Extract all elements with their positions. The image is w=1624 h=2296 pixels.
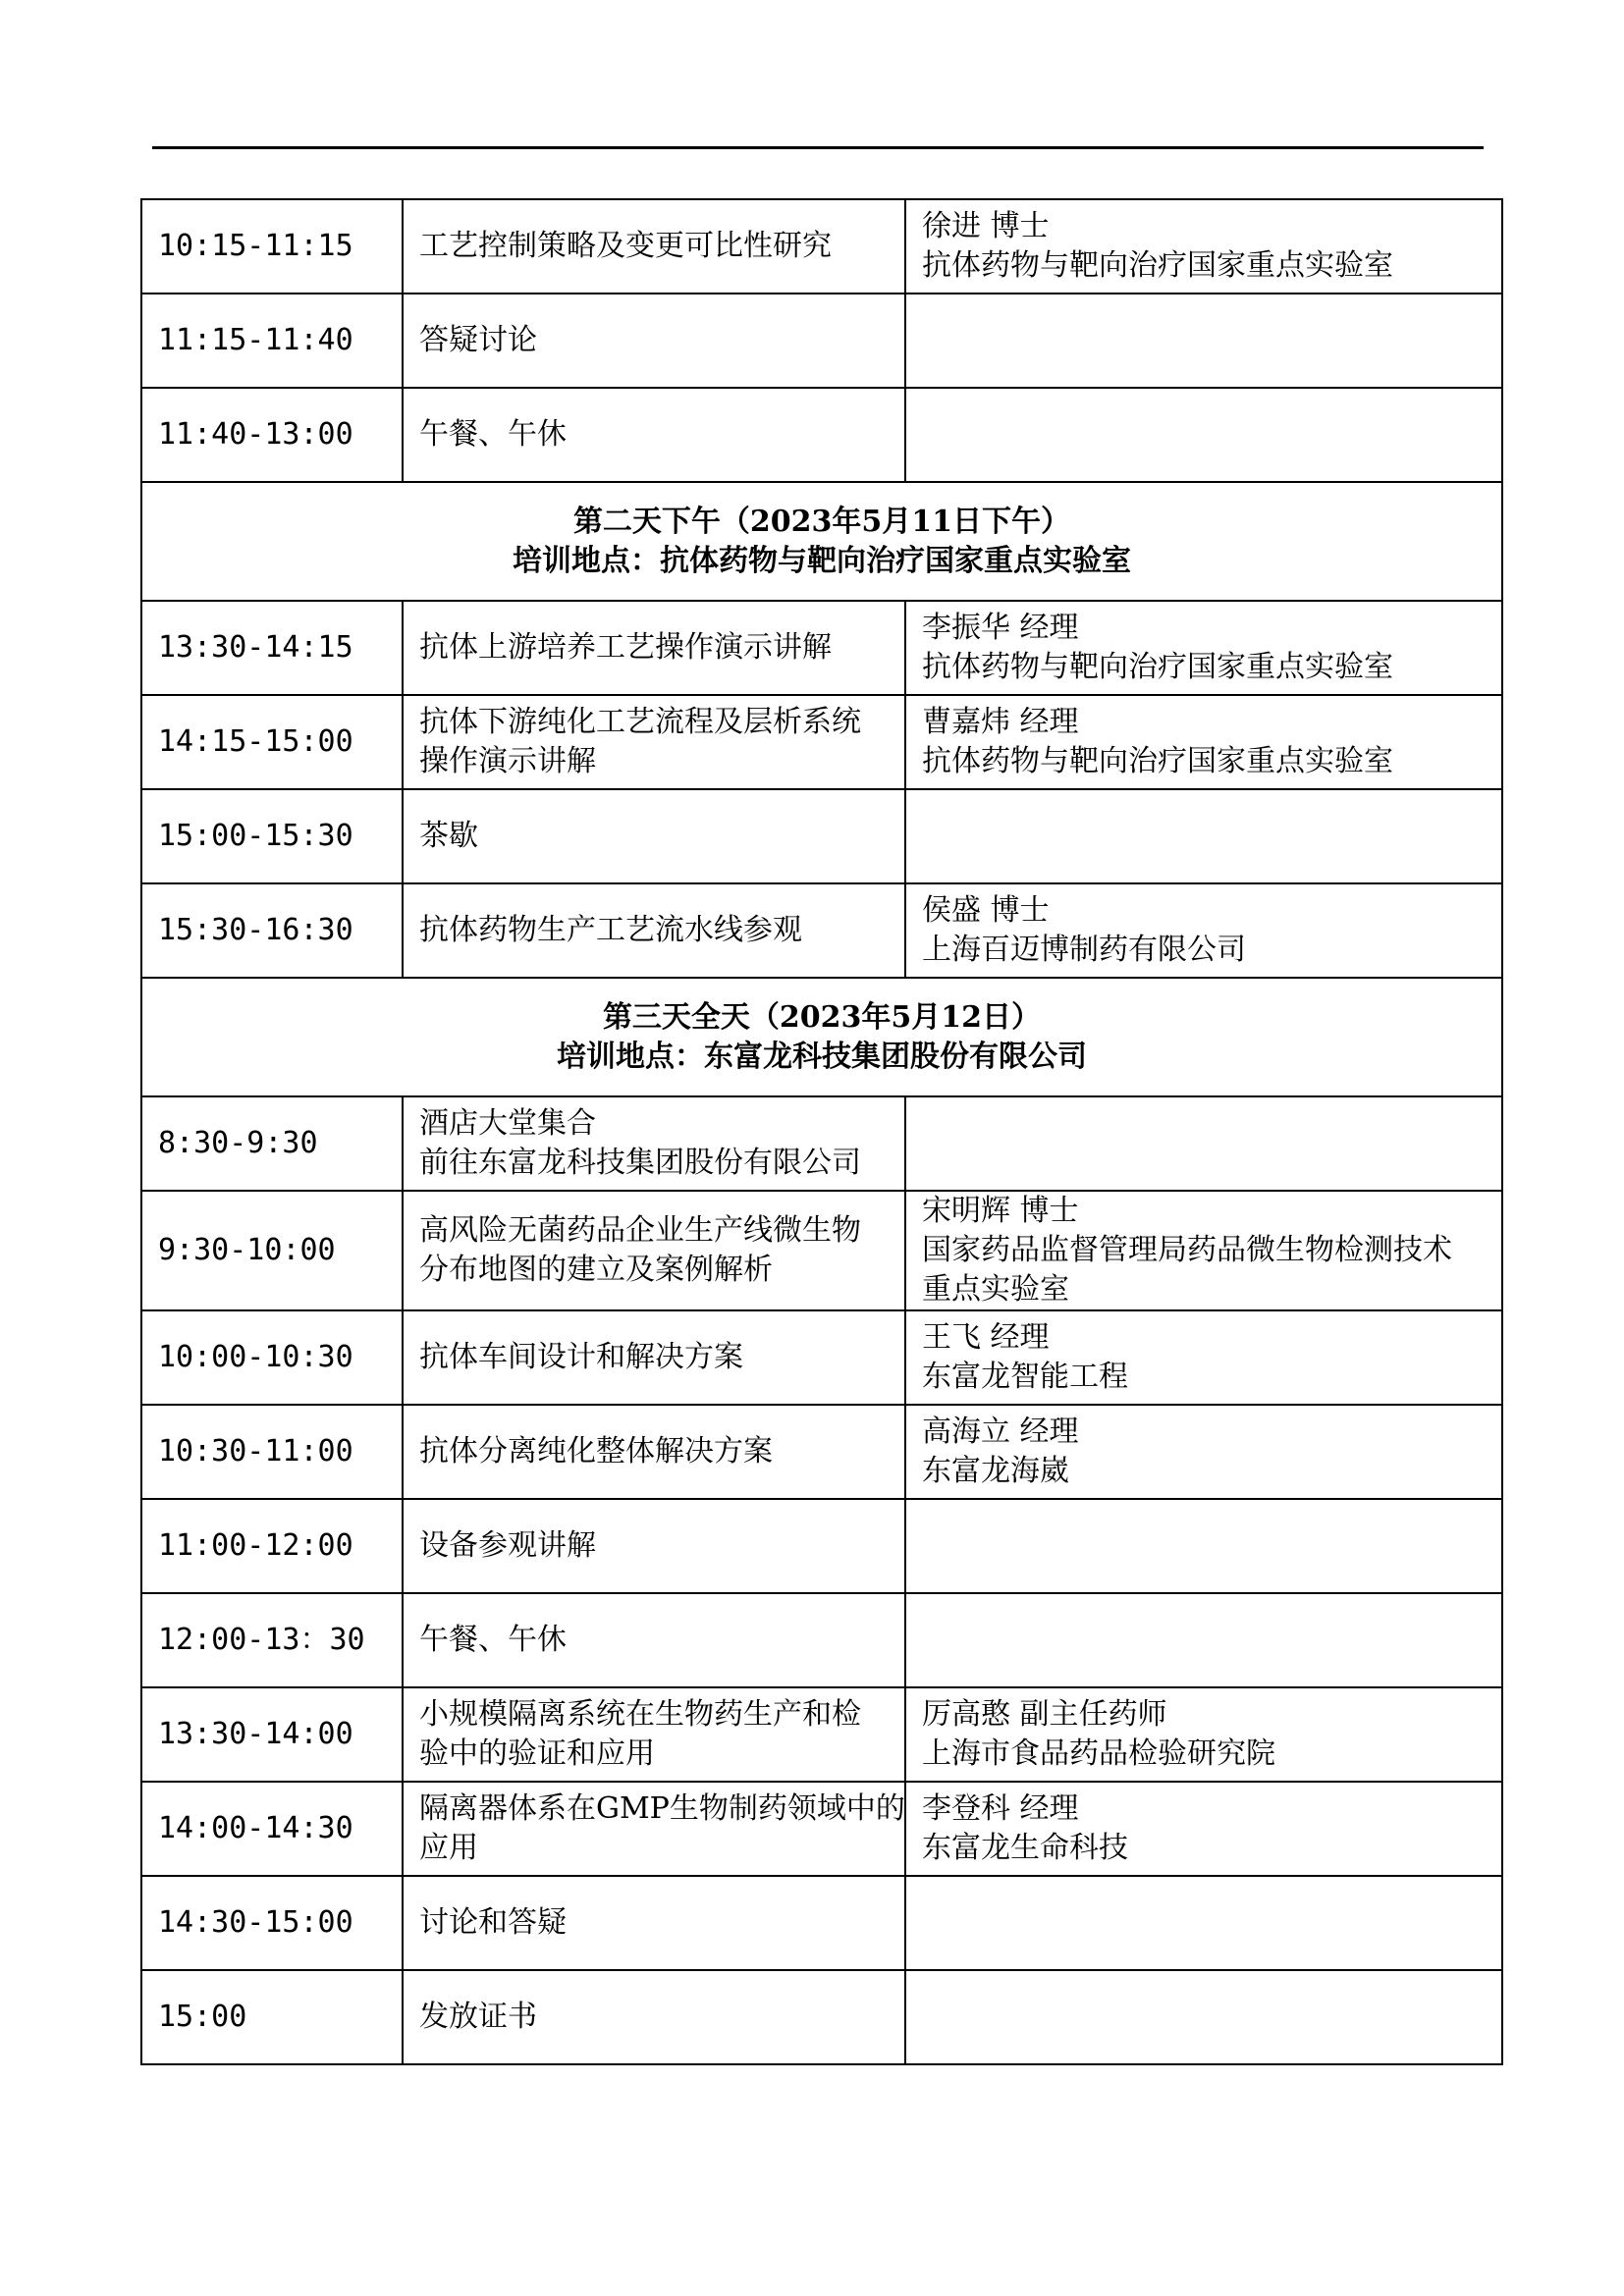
time-cell: 15:30-16:30 [141, 883, 403, 978]
speaker-cell [905, 1096, 1502, 1191]
table-row [141, 1191, 1502, 1310]
speaker-cell [905, 388, 1502, 482]
topic-cell: 午餐、午休 [403, 388, 905, 482]
speaker-cell: 李登科 经理 东富龙生命科技 [905, 1782, 1502, 1876]
topic-cell: 设备参观讲解 [403, 1499, 905, 1593]
table-row [141, 294, 1502, 388]
time-cell: 15:00-15:30 [141, 789, 403, 883]
section-title: 第三天全天（2023年5月12日） [602, 999, 1042, 1035]
topic-cell: 抗体上游培养工艺操作演示讲解 [403, 601, 905, 695]
speaker-cell [905, 1876, 1502, 1970]
table-row [141, 1782, 1502, 1876]
topic-cell: 抗体下游纯化工艺流程及层析系统 操作演示讲解 [403, 695, 905, 789]
time-cell: 11:00-12:00 [141, 1499, 403, 1593]
topic-cell: 高风险无菌药品企业生产线微生物 分布地图的建立及案例解析 [403, 1191, 905, 1310]
speaker-cell: 王飞 经理 东富龙智能工程 [905, 1310, 1502, 1405]
speaker-cell: 侯盛 博士 上海百迈博制药有限公司 [905, 883, 1502, 978]
topic-cell: 发放证书 [403, 1970, 905, 2064]
topic-cell: 小规模隔离系统在生物药生产和检 验中的验证和应用 [403, 1687, 905, 1782]
table-row [141, 601, 1502, 695]
time-cell: 15:00 [141, 1970, 403, 2064]
speaker-cell [905, 789, 1502, 883]
table-row [141, 199, 1502, 294]
topic-cell: 抗体药物生产工艺流水线参观 [403, 883, 905, 978]
table-row [141, 1405, 1502, 1499]
header-rule [152, 146, 1484, 149]
table-row [141, 1876, 1502, 1970]
topic-cell: 酒店大堂集合 前往东富龙科技集团股份有限公司 [403, 1096, 905, 1191]
topic-cell: 工艺控制策略及变更可比性研究 [403, 199, 905, 294]
time-cell: 14:30-15:00 [141, 1876, 403, 1970]
speaker-cell: 徐进 博士 抗体药物与靶向治疗国家重点实验室 [905, 199, 1502, 294]
section-header-row [141, 978, 1502, 1096]
table-row [141, 695, 1502, 789]
table-row [141, 1687, 1502, 1782]
section-header-day3 [141, 978, 1502, 1096]
section-title: 第二天下午（2023年5月11日下午） [572, 504, 1071, 539]
topic-cell: 讨论和答疑 [403, 1876, 905, 1970]
topic-cell: 抗体分离纯化整体解决方案 [403, 1405, 905, 1499]
section-location: 培训地点：东富龙科技集团股份有限公司 [557, 1039, 1087, 1074]
time-cell: 11:15-11:40 [141, 294, 403, 388]
time-cell: 10:00-10:30 [141, 1310, 403, 1405]
topic-cell: 答疑讨论 [403, 294, 905, 388]
speaker-cell [905, 1499, 1502, 1593]
schedule-table [140, 198, 1503, 2065]
topic-cell: 抗体车间设计和解决方案 [403, 1310, 905, 1405]
section-header-day2-afternoon [141, 482, 1502, 601]
section-location: 培训地点：抗体药物与靶向治疗国家重点实验室 [513, 543, 1131, 578]
table-row [141, 1970, 1502, 2064]
time-cell: 8:30-9:30 [141, 1096, 403, 1191]
table-row [141, 1593, 1502, 1687]
time-cell: 13:30-14:00 [141, 1687, 403, 1782]
topic-cell: 午餐、午休 [403, 1593, 905, 1687]
speaker-cell [905, 1970, 1502, 2064]
table-row [141, 1096, 1502, 1191]
topic-cell: 茶歇 [403, 789, 905, 883]
time-cell: 10:30-11:00 [141, 1405, 403, 1499]
section-header-row [141, 482, 1502, 601]
time-cell: 13:30-14:15 [141, 601, 403, 695]
table-row [141, 883, 1502, 978]
table-row [141, 1310, 1502, 1405]
speaker-cell: 李振华 经理 抗体药物与靶向治疗国家重点实验室 [905, 601, 1502, 695]
time-cell: 10:15-11:15 [141, 199, 403, 294]
table-row [141, 388, 1502, 482]
speaker-cell [905, 294, 1502, 388]
speaker-cell: 厉高憨 副主任药师 上海市食品药品检验研究院 [905, 1687, 1502, 1782]
speaker-cell: 宋明辉 博士 国家药品监督管理局药品微生物检测技术 重点实验室 [905, 1191, 1502, 1310]
time-cell: 11:40-13:00 [141, 388, 403, 482]
speaker-cell [905, 1593, 1502, 1687]
speaker-cell: 曹嘉炜 经理 抗体药物与靶向治疗国家重点实验室 [905, 695, 1502, 789]
time-cell: 14:15-15:00 [141, 695, 403, 789]
time-cell: 12:00-13：30 [141, 1593, 403, 1687]
table-row [141, 1499, 1502, 1593]
time-cell: 14:00-14:30 [141, 1782, 403, 1876]
table-row [141, 789, 1502, 883]
speaker-cell: 高海立 经理 东富龙海崴 [905, 1405, 1502, 1499]
topic-cell: 隔离器体系在GMP生物制药领域中的 应用 [403, 1782, 905, 1876]
time-cell: 9:30-10:00 [141, 1191, 403, 1310]
